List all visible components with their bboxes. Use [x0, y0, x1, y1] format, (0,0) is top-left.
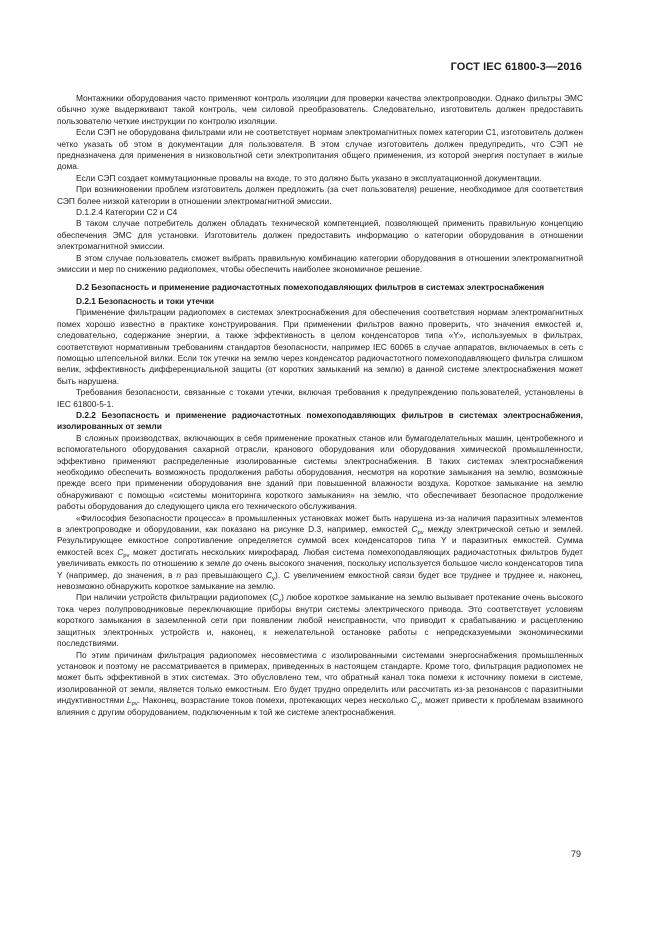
- paragraph: «Философия безопасности процесса» в промышленных установках может быть нарушена из-за наличия паразитных элементов в электропроводке и оборудовании, как показано на рисунке D.3, например, емкостей $C_{pv}$ между электрической сетью и землей. Результирующее емкостное сопротивление определяется суммой всех конденсаторов типа Y и паразитных емкостей. Сумма емкостей всех $C_{pv}$ может достигать нескольких микрофарад. Любая система помехоподавляющих радиочастотных фильтров будет увеличивать емкость по отношению к земле до очень высокого значения, поскольку используется большое число конденсаторов типа Y (например, до значения, в n раз превышающего $C_y$). С увеличением емкостной связи будет все труднее и труднее и, наконец, невозможно обнаружить короткое замыкание на землю.: [57, 512, 583, 592]
- paragraph: В таком случае потребитель должен обладать технической компетенцией, позволяющей применить правильную концепцию обеспечения ЭМС для установки. Изготовитель должен предоставить информацию о категории оборудования в отношении электромагнитной эмиссии.: [57, 218, 583, 252]
- subsection-heading: D.2.2 Безопасность и применение радиочастотных помехоподавляющих фильтров в системах электроснабжения, изолированных от земли: [57, 409, 583, 432]
- paragraph: Требования безопасности, связанные с токами утечки, включая требования к предупреждению пользователей, установлены в IEC 61800-5-1.: [57, 387, 583, 409]
- paragraph: Монтажники оборудования часто применяют контроль изоляции для проверки качества электропроводки. Однако фильтры ЭМС обычно хуже выдерживают такой контроль, чем силовой преобразователь. Следовательно, изготовитель должен предоставить пользователю четкие инструкции по контролю изоляции.: [57, 93, 583, 126]
- paragraph: При возникновении проблем изготовитель должен предложить (за счет пользователя) решение, необходимое для соответствия СЭП более низкой категории в отношении электромагнитной эмиссии.: [57, 184, 583, 206]
- document-body: [57, 93, 583, 718]
- document-code: ГОСТ IEC 61800-3—2016: [450, 61, 582, 73]
- page-number: 79: [570, 849, 581, 859]
- paragraph: В этом случае пользователь сможет выбрать правильную комбинацию категории оборудования в отношении электромагнитной эмиссии и мер по снижению радиопомех, чтобы обеспечить наиболее экономичное решение.: [57, 252, 583, 275]
- section-heading: D.2 Безопасность и применение радиочастотных помехоподавляющих фильтров в системах электроснабжения: [76, 281, 545, 292]
- subsection-heading: D.2.1 Безопасность и токи утечки: [76, 295, 215, 306]
- paragraph: При наличии устройств фильтрации радиопомех $(C_y)$ любое короткое замыкание на землю вызывает протекание очень высокого тока через полупроводниковые переключающие приборы внутри системы электрического привода. Это соответствует условиям короткого замыкания в заземленной сети при появлении любой неисправности, что приводит к срабатыванию и расцеплению защитных электронных устройств и, наконец, к нежелательной остановке работы с непредсказуемыми экономическими последствиями.: [57, 592, 583, 649]
- paragraph: По этим причинам фильтрация радиопомех несовместима с изолированными системами энергоснабжения промышленных установок и поэтому не рассматривается в примерах, приведенных в настоящем стандарте. Кроме того, фильтрация радиопомех не может быть эффективной в этих системах. Это обусловлено тем, что обратный канал тока помехи к источнику помехи в системе, изолированной от земли, является только емкостным. Его будет трудно определить или рассчитать из-за резонансов с паразитными индуктивностями $L_{pv}$. Наконец, возрастание токов помехи, протекающих через несколько $C_y$, может привести к проблемам взаимного влияния с другим оборудованием, подключенным к той же системе электроснабжения.: [57, 649, 583, 717]
- paragraph: Если СЭП создает коммутационные провалы на входе, то это должно быть указано в эксплуатационной документации.: [76, 172, 542, 183]
- subsection-heading: D.1.2.4 Категории С2 и С4: [76, 207, 178, 218]
- paragraph: Если СЭП не оборудована фильтрами или не соответствует нормам электромагнитных помех категории С1, изготовитель должен четко указать об этом в документации для пользователя. В этом случае изготовитель должен предупредить, что СЭП не предназначена для применения в низковольтной сети электропитания общего применения, из которой энергия поступает в жилые дома.: [57, 127, 583, 172]
- paragraph: В сложных производствах, включающих в себя применение прокатных станов или бумагоделательных машин, центробежного и вспомогательного оборудования сахарной отрасли, кранового оборудования или оборудования химической промышленности, эффективно применяют распределенные изолированные системы электроснабжения. В таких системах электроснабжения необходимо обеспечить возможность продолжения работы оборудования, несмотря на короткие замыкания на землю, возможные прежде всего при применении оборудования вне зданий при повышенной влажности воздуха. Короткое замыкание на землю обнаруживают с помощью «системы мониторинга короткого замыкания» на землю, что обеспечивает безопасное продолжение работы оборудования до следующего цикла его технического обслуживания.: [57, 432, 583, 512]
- paragraph: Применение фильтрации радиопомех в системах электроснабжения для обеспечения соответствия нормам электромагнитных помех хорошо известно в практике конструирования. При применении фильтров важно проверить, что значения емкостей и, следовательно, содержание энергии, а также эффективность в целом конденсаторов типа «Y», используемых в фильтрах, соответствуют нормативным требованиям стандартов безопасности, например IEC 60065 в случае аппаратов, включаемых в сеть с помощью штепсельной вилки. Если ток утечки на землю через конденсатор радиочастотного помехоподавляющего фильтра слишком велик, эффективность дифференциальной защиты (от коротких замыканий на землю) в данной системе электроснабжения может быть нарушена.: [57, 307, 583, 386]
